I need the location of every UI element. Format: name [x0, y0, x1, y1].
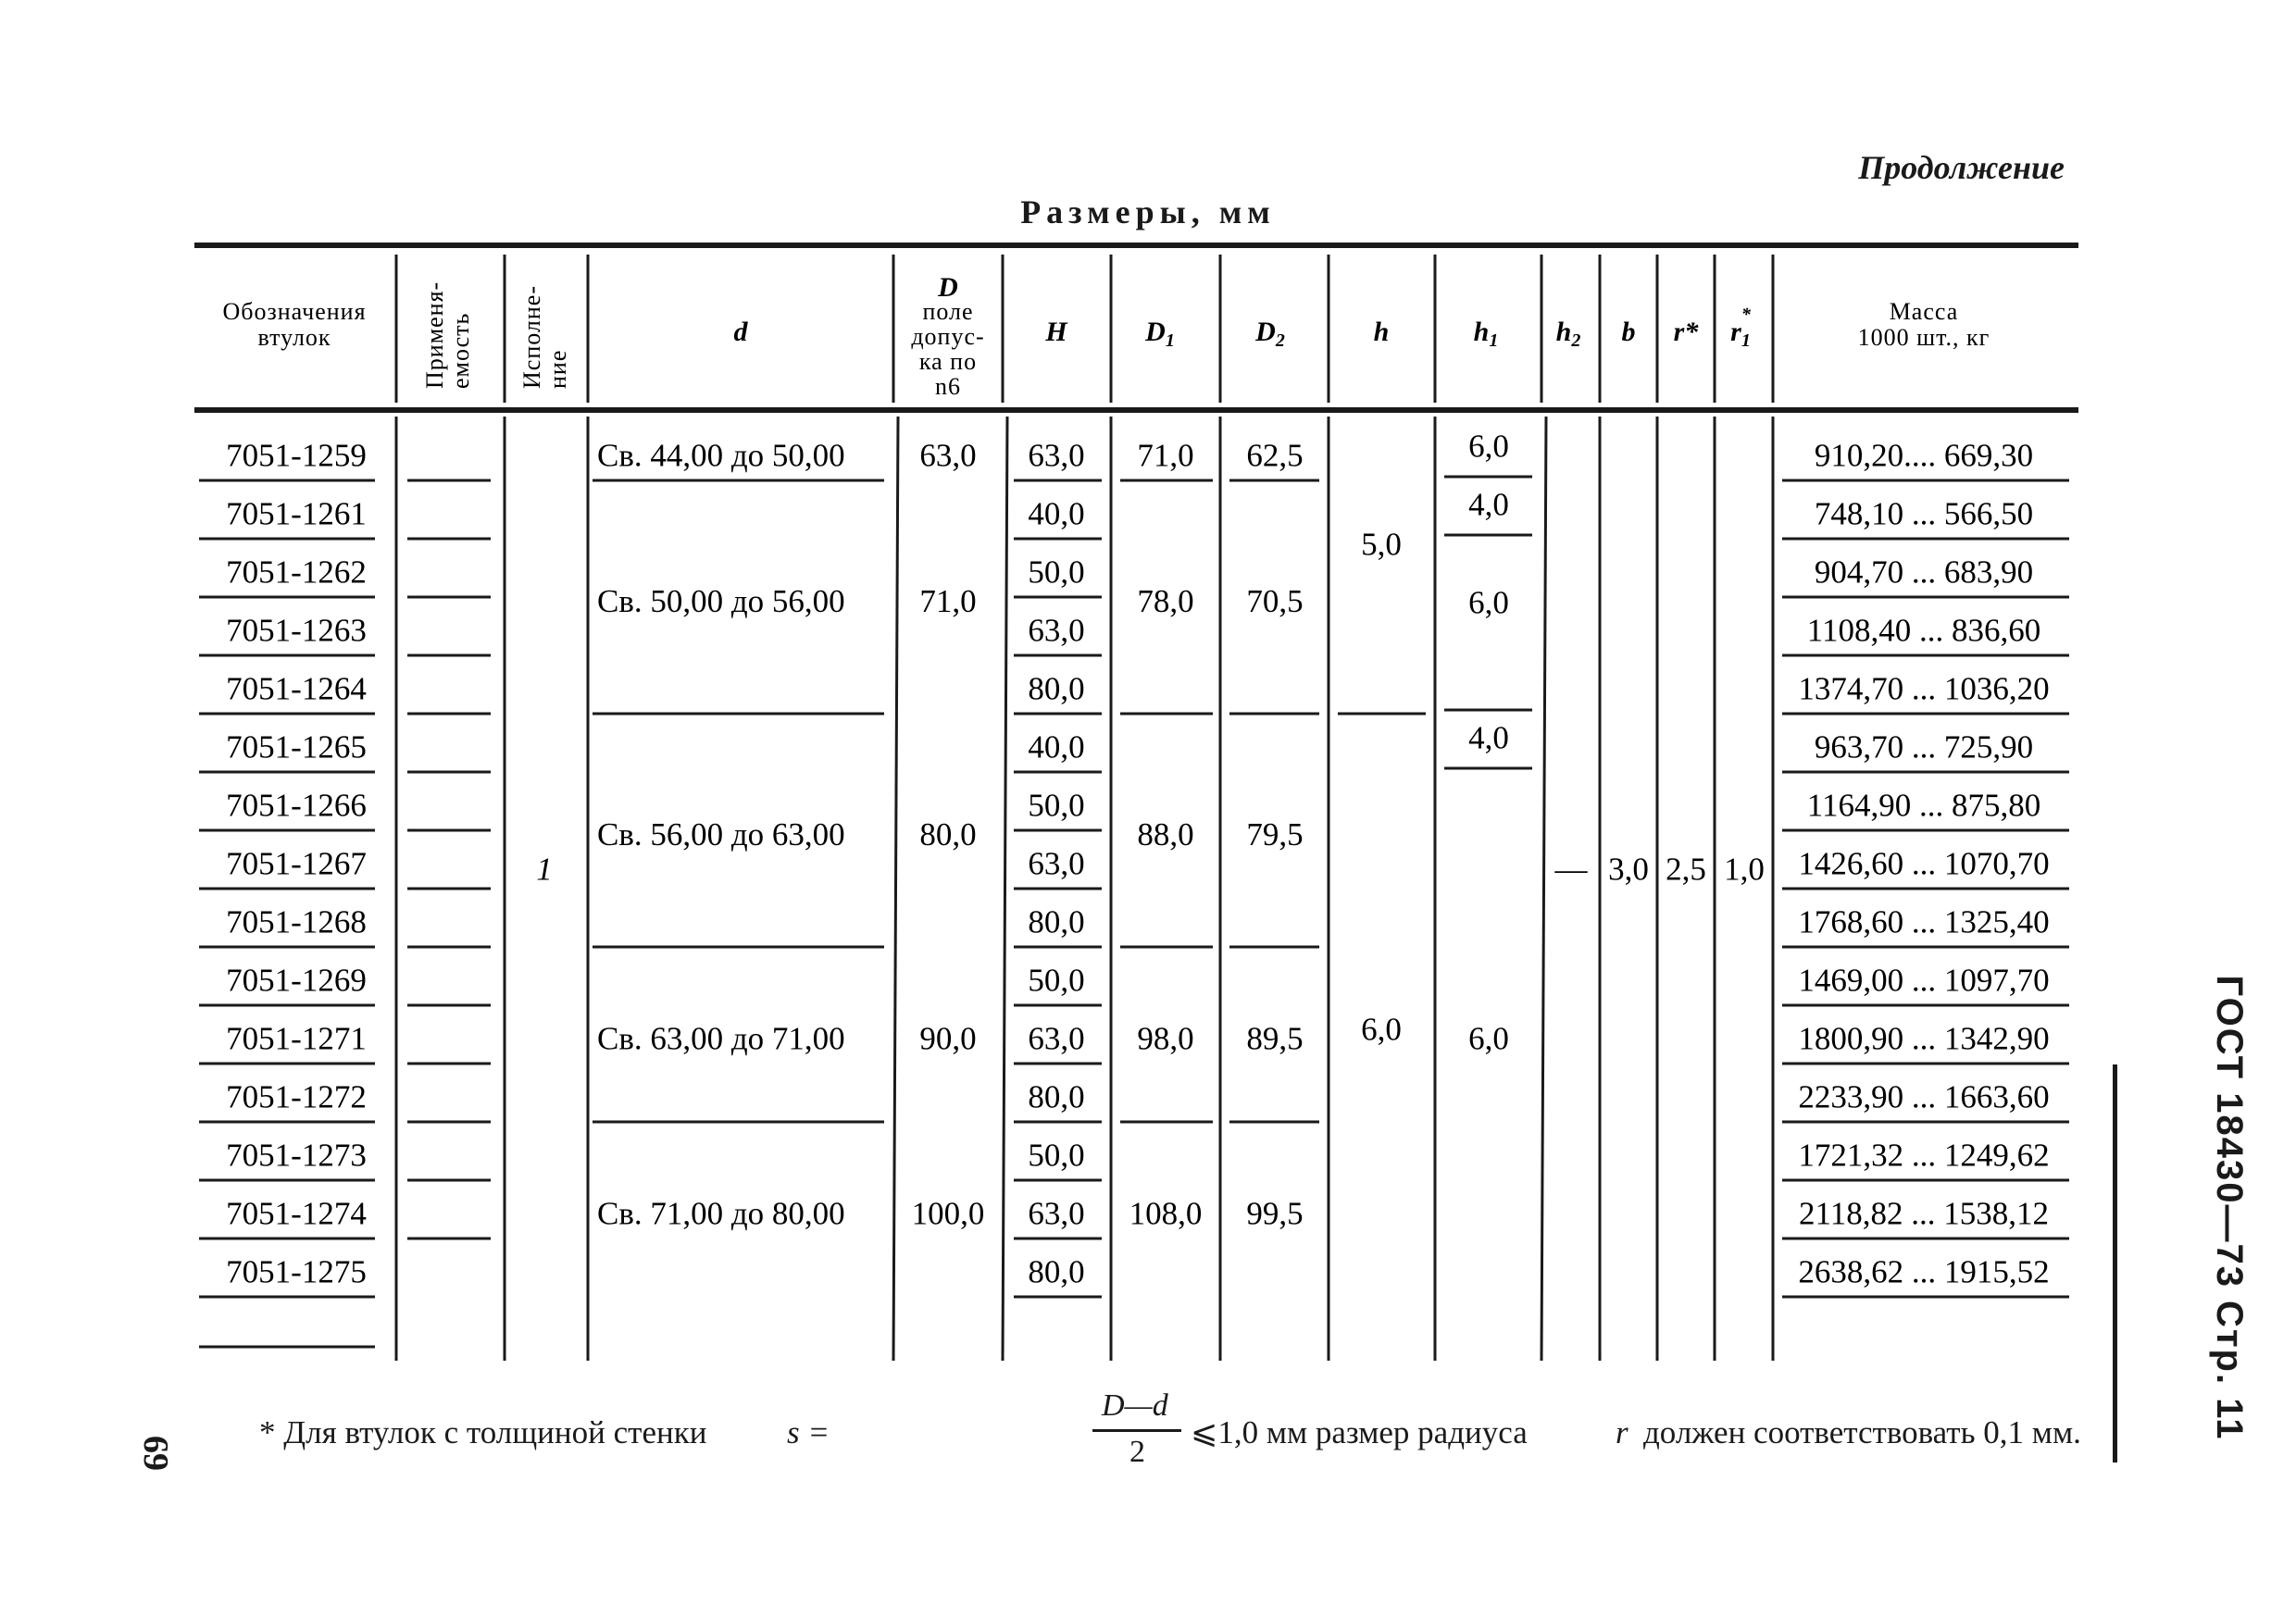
header-mass-line1: Масса [1889, 298, 1959, 325]
group-D2: 99,5 [1246, 1195, 1304, 1232]
header-designation-line1: Обозначения [222, 298, 367, 325]
group-D1: 88,0 [1137, 816, 1194, 853]
row-mass: 1469,00 ... 1097,70 [1798, 962, 2050, 999]
footnote-fraction-bar [1092, 1429, 1181, 1432]
header-D-tolerance: допус- [911, 323, 985, 350]
group-D: 80,0 [919, 816, 977, 853]
row-designation: 7051-1275 [226, 1253, 367, 1290]
row-designation: 7051-1272 [226, 1078, 367, 1115]
group-D: 90,0 [919, 1020, 977, 1057]
group-D: 63,0 [919, 437, 977, 474]
footnote [259, 1388, 2081, 1469]
footnote-numerator: D—d [1102, 1388, 1168, 1423]
row-designation: 7051-1271 [226, 1020, 367, 1057]
group-D1: 108,0 [1129, 1195, 1203, 1232]
header-h2: $h_2$ [1555, 317, 1581, 351]
cell-h1: 6,0 [1468, 1020, 1509, 1057]
group-d: Св. 56,00 до 63,00 [597, 816, 845, 853]
group-D2: 70,5 [1246, 583, 1304, 619]
row-mass: 1164,90 ... 875,80 [1806, 787, 2041, 824]
table-body [199, 429, 2069, 1348]
row-designation: 7051-1259 [226, 437, 367, 474]
row-H: 63,0 [1028, 437, 1085, 474]
header-b: b [1621, 317, 1636, 347]
header-D-fit: n6 [935, 373, 961, 400]
row-designation: 7051-1265 [226, 728, 367, 765]
header-mass-line2: 1000 шт., кг [1857, 324, 1990, 351]
cell-h1: 6,0 [1468, 584, 1509, 621]
row-H: 80,0 [1028, 903, 1085, 940]
group-d: Св. 63,00 до 71,00 [597, 1020, 845, 1057]
header-D2: $D_2$ [1255, 317, 1285, 351]
group-d: Св. 71,00 до 80,00 [597, 1195, 845, 1232]
cell-version: 1 [536, 851, 553, 888]
row-designation: 7051-1261 [226, 495, 367, 532]
row-mass: 1768,60 ... 1325,40 [1798, 903, 2050, 940]
dimensions-title: Размеры, мм [1020, 193, 1276, 230]
page-number: 69 [136, 1436, 175, 1471]
cell-h1: 6,0 [1468, 428, 1509, 465]
row-mass: 963,70 ... 725,90 [1814, 728, 2034, 765]
row-designation: 7051-1269 [226, 962, 367, 999]
footnote-condition: ⩽1,0 мм размер радиуса [1191, 1414, 1528, 1450]
cell-r1: 1,0 [1724, 851, 1765, 888]
row-H: 50,0 [1028, 962, 1085, 999]
cell-r: 2,5 [1666, 851, 1706, 888]
footnote-denominator: 2 [1129, 1435, 1145, 1469]
row-H: 63,0 [1028, 845, 1085, 882]
row-H: 40,0 [1028, 495, 1085, 532]
header-applicability-line1: Применя- [421, 280, 448, 389]
row-designation: 7051-1266 [226, 787, 367, 824]
group-D2: 62,5 [1246, 437, 1304, 474]
group-D: 71,0 [919, 583, 977, 619]
header-r1: $r_1*$ [1730, 305, 1751, 351]
row-designation: 7051-1263 [226, 612, 367, 649]
row-mass: 2233,90 ... 1663,60 [1798, 1078, 2050, 1115]
row-designation: 7051-1268 [226, 903, 367, 940]
continued-label: Продолжение [1858, 149, 2065, 186]
row-mass: 910,20.... 669,30 [1814, 437, 2034, 474]
cell-h: 6,0 [1361, 1011, 1402, 1048]
row-H: 80,0 [1028, 1253, 1085, 1290]
side-label-rule [2113, 1064, 2117, 1462]
row-mass: 748,10 ... 566,50 [1814, 495, 2034, 532]
footnote-prefix: * Для втулок с толщиной стенки [259, 1414, 707, 1450]
row-H: 63,0 [1028, 1195, 1085, 1232]
cell-h1: 4,0 [1468, 486, 1509, 523]
cell-h2: — [1554, 851, 1588, 888]
header-h: h [1373, 317, 1390, 347]
row-H: 40,0 [1028, 728, 1085, 765]
footnote-suffix: должен соответствовать 0,1 мм. [1643, 1414, 2081, 1450]
row-designation: 7051-1274 [226, 1195, 367, 1232]
row-mass: 1721,32 ... 1249,62 [1798, 1137, 2050, 1174]
header-applicability-line2: емость [447, 312, 474, 389]
row-mass: 2118,82 ... 1538,12 [1799, 1195, 2049, 1232]
cell-h: 5,0 [1361, 526, 1402, 563]
header-H: H [1045, 317, 1067, 347]
cell-b: 3,0 [1608, 851, 1649, 888]
cell-h1: 4,0 [1468, 719, 1509, 756]
row-H: 50,0 [1028, 554, 1085, 591]
header-D-field: поле [922, 298, 974, 325]
footnote-s-equals: s = [787, 1414, 830, 1450]
header-D: D [938, 272, 958, 303]
row-mass: 1800,90 ... 1342,90 [1798, 1020, 2050, 1057]
group-D1: 78,0 [1137, 583, 1194, 619]
row-mass: 1108,40 ... 836,60 [1806, 612, 2041, 649]
row-mass: 904,70 ... 683,90 [1814, 554, 2034, 591]
footnote-r-symbol: r [1616, 1414, 1628, 1450]
header-designation-line2: втулок [257, 324, 331, 351]
group-d: Св. 50,00 до 56,00 [597, 583, 845, 619]
header-h1: $h_1$ [1473, 317, 1499, 351]
row-H: 63,0 [1028, 1020, 1085, 1057]
row-mass: 2638,62 ... 1915,52 [1798, 1253, 2050, 1290]
header-d: d [733, 317, 748, 347]
row-H: 80,0 [1028, 1078, 1085, 1115]
group-D: 100,0 [911, 1195, 985, 1232]
table-header [222, 272, 1990, 400]
row-H: 63,0 [1028, 612, 1085, 649]
group-D2: 89,5 [1246, 1020, 1304, 1057]
row-mass: 1426,60 ... 1070,70 [1798, 845, 2050, 882]
row-designation: 7051-1267 [226, 845, 367, 882]
group-D1: 71,0 [1137, 437, 1194, 474]
group-d: Св. 44,00 до 50,00 [597, 437, 845, 474]
group-D2: 79,5 [1246, 816, 1304, 853]
header-version-line2: ние [544, 349, 571, 389]
header-r: r* [1673, 317, 1699, 347]
row-designation: 7051-1262 [226, 554, 367, 591]
row-H: 50,0 [1028, 787, 1085, 824]
group-D1: 98,0 [1137, 1020, 1194, 1057]
header-D1: $D_1$ [1145, 317, 1175, 351]
row-H: 50,0 [1028, 1137, 1085, 1174]
row-designation: 7051-1264 [226, 670, 367, 707]
header-D-by: ка по [918, 348, 978, 375]
header-version-line1: Исполне- [518, 285, 545, 389]
row-mass: 1374,70 ... 1036,20 [1798, 670, 2050, 707]
row-H: 80,0 [1028, 670, 1085, 707]
gost-side-label: ГОСТ 18430—73 Стр. 11 [2209, 975, 2250, 1441]
row-designation: 7051-1273 [226, 1137, 367, 1174]
